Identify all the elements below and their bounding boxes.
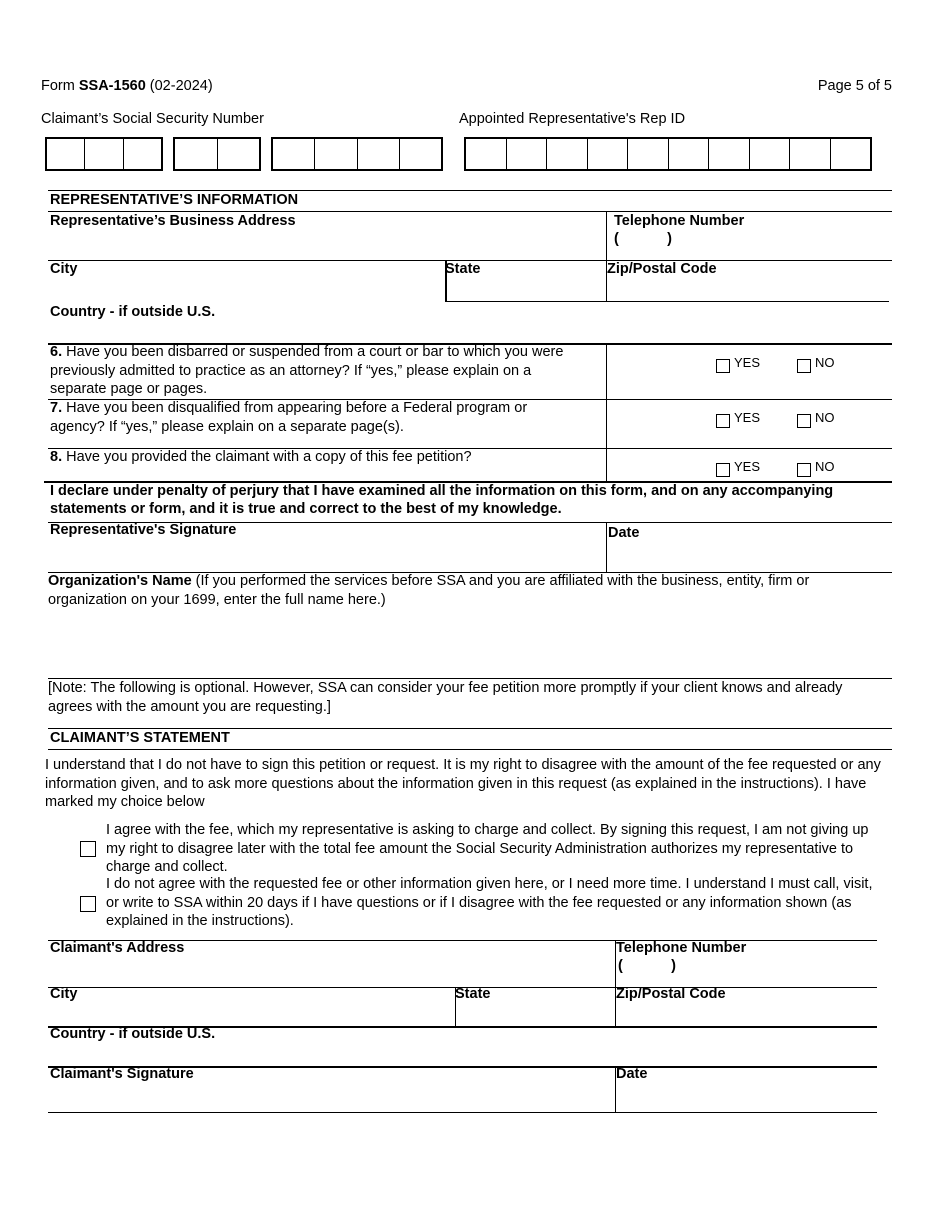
claimant-phone-paren: ( ) — [618, 958, 676, 974]
q7-no-label: NO — [815, 410, 835, 425]
rep-id-digit-box[interactable] — [709, 139, 750, 169]
claimant-phone-field[interactable]: Telephone Number — [616, 940, 747, 956]
rep-id-digit-box[interactable] — [669, 139, 710, 169]
q8-yes-label: YES — [734, 459, 761, 474]
ssn-area-input[interactable] — [45, 137, 163, 171]
divider — [48, 190, 892, 191]
agree-fee-checkbox[interactable] — [80, 841, 96, 857]
ssn-serial-input[interactable] — [271, 137, 443, 171]
ssn-digit-box[interactable] — [85, 139, 123, 169]
disagree-fee-checkbox[interactable] — [80, 896, 96, 912]
ssn-digit-box[interactable] — [218, 139, 260, 169]
rep-id-digit-box[interactable] — [628, 139, 669, 169]
ssn-group-input[interactable] — [173, 137, 261, 171]
claimant-city-field[interactable]: City — [50, 986, 78, 1002]
claimant-date-field[interactable]: Date — [616, 1066, 648, 1082]
rep-id-digit-box[interactable] — [466, 139, 507, 169]
rep-state-field[interactable]: State — [445, 261, 481, 277]
disagree-fee-text: I do not agree with the requested fee or other information given here, or I need more time. I understand I must call, visit, or write to SSA within 20 days if I have questions or if I disagree with the fee requested or any information shown (as explained in the instructions). — [106, 876, 873, 929]
divider — [48, 211, 892, 212]
page-number: Page 5 of 5 — [817, 78, 892, 94]
ssn-label: Claimant’s Social Security Number — [41, 111, 264, 127]
ssn-digit-box[interactable] — [315, 139, 357, 169]
divider — [606, 344, 607, 482]
rep-phone-paren: ( ) — [614, 231, 672, 247]
q7-yes-label: YES — [734, 410, 761, 425]
rep-city-field[interactable]: City — [50, 261, 78, 277]
rep-id-input[interactable] — [464, 137, 872, 171]
claimant-state-field[interactable]: State — [455, 986, 491, 1002]
divider — [606, 522, 607, 572]
rep-id-digit-box[interactable] — [790, 139, 831, 169]
ssn-digit-box[interactable] — [175, 139, 218, 169]
question-8: 8. Have you provided the claimant with a copy of this fee petition? — [50, 449, 472, 465]
rep-id-digit-box[interactable] — [507, 139, 548, 169]
q7-no-checkbox[interactable] — [797, 414, 811, 428]
ssn-digit-box[interactable] — [358, 139, 400, 169]
claimant-address-field[interactable]: Claimant's Address — [50, 940, 185, 956]
divider — [48, 728, 892, 729]
form-id: Form SSA-1560 (02-2024) — [41, 78, 213, 94]
declaration-text: I declare under penalty of perjury that I have examined all the information on this form, and on any accompanying statements or form, and it is true and correct to the best of my knowledge. — [50, 483, 834, 517]
rep-country-field[interactable]: Country - if outside U.S. — [50, 304, 216, 320]
agree-fee-text: I agree with the fee, which my representative is asking to charge and collect. By signing this request, I am not giving up my right to disagree later with the total fee amount the Social Security Administration authorizes my representative to charge and collect. — [106, 822, 869, 875]
rep-id-label: Appointed Representative's Rep ID — [459, 111, 686, 127]
claimant-country-field[interactable]: Country - if outside U.S. — [50, 1026, 216, 1042]
q7-yes-checkbox[interactable] — [716, 414, 730, 428]
rep-id-digit-box[interactable] — [750, 139, 791, 169]
organization-field[interactable]: Organization's Name (If you performed the services before SSA and you are affiliated with the business, entity, firm or organization on your 1699, enter the full name here.) — [48, 573, 810, 608]
question-6: 6. Have you been disbarred or suspended from a court or bar to which you were previously admitted to practice as an attorney? If “yes,” please explain on a separate page or pages. — [50, 344, 564, 397]
q8-yes-checkbox[interactable] — [716, 463, 730, 477]
divider — [48, 1112, 877, 1113]
claimant-zip-field[interactable]: Zip/Postal Code — [616, 986, 726, 1002]
rep-signature-field[interactable]: Representative's Signature — [50, 522, 237, 538]
q8-no-checkbox[interactable] — [797, 463, 811, 477]
rep-zip-field[interactable]: Zip/Postal Code — [607, 261, 717, 277]
claimant-intro: I understand that I do not have to sign this petition or request. It is my right to disagree with the amount of the fee requested or any information given, and to ask more questions about the information given in this request (as explained in the instructions). I have marked my choice below — [45, 757, 881, 810]
ssn-digit-box[interactable] — [400, 139, 441, 169]
rep-date-field[interactable]: Date — [608, 525, 640, 541]
ssn-digit-box[interactable] — [124, 139, 161, 169]
rep-phone-field[interactable]: Telephone Number — [614, 213, 745, 229]
divider — [606, 211, 607, 301]
q8-no-label: NO — [815, 459, 835, 474]
claimant-signature-field[interactable]: Claimant's Signature — [50, 1066, 194, 1082]
q6-yes-checkbox[interactable] — [716, 359, 730, 373]
q6-no-checkbox[interactable] — [797, 359, 811, 373]
rep-id-digit-box[interactable] — [547, 139, 588, 169]
optional-note: [Note: The following is optional. However, SSA can consider your fee petition more promptly if your client knows and already agrees with the amount you are requesting.] — [48, 680, 843, 715]
question-7: 7. Have you been disqualified from appearing before a Federal program or agency? If “yes,” please explain on a separate page(s). — [50, 400, 528, 435]
claimant-statement-heading: CLAIMANT’S STATEMENT — [50, 730, 230, 746]
ssn-digit-box[interactable] — [273, 139, 315, 169]
rep-address-field[interactable]: Representative’s Business Address — [50, 213, 296, 229]
rep-id-digit-box[interactable] — [588, 139, 629, 169]
rep-id-digit-box[interactable] — [831, 139, 871, 169]
q6-yes-label: YES — [734, 355, 761, 370]
divider — [48, 749, 892, 750]
rep-info-heading: REPRESENTATIVE’S INFORMATION — [50, 192, 299, 208]
ssn-digit-box[interactable] — [47, 139, 85, 169]
q6-no-label: NO — [815, 355, 835, 370]
divider — [445, 301, 889, 302]
